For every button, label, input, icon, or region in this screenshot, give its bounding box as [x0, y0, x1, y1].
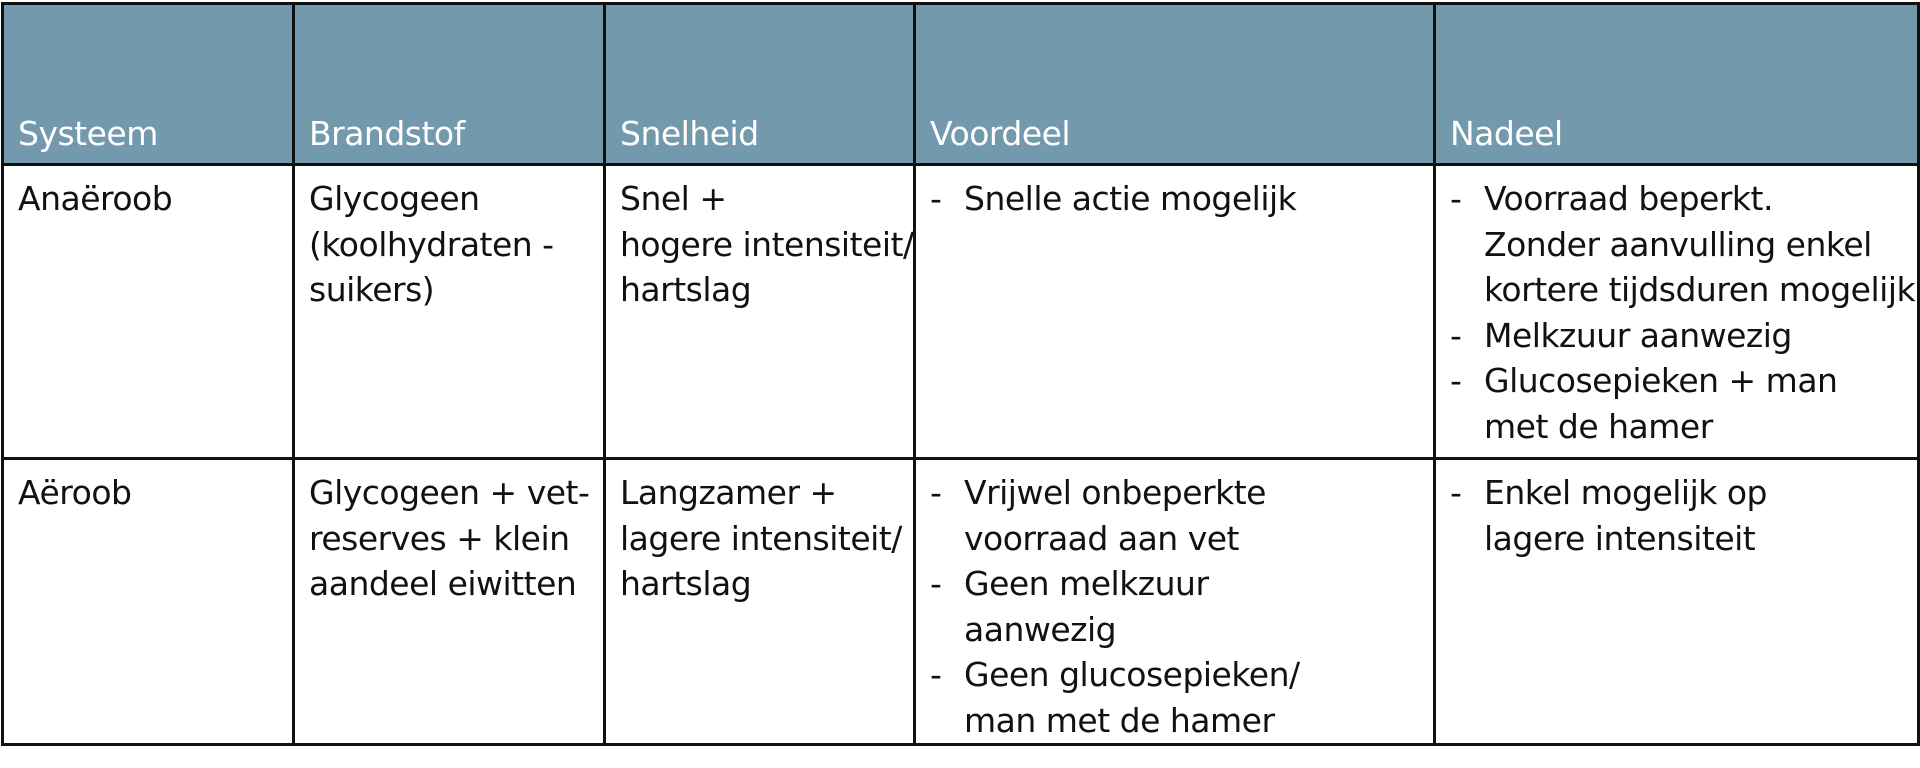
cell-voordeel [915, 165, 1435, 459]
list-item [930, 652, 1419, 743]
list-item-line: met de hamer [1484, 406, 1713, 446]
list-item-line: - Snelle actie mogelijk [964, 179, 1297, 218]
column-header-snelheid: Snelheid [605, 4, 915, 165]
list-item-line: voorraad aan vet [964, 518, 1239, 558]
energy-systems-table [1, 2, 1920, 746]
list-item-line: - Geen melkzuur [964, 564, 1209, 603]
list-item [930, 470, 1419, 561]
cell-brandstof [294, 165, 605, 459]
table-row-aeroob [3, 459, 1919, 745]
list-item-line: Zonder aanvulling enkel [1484, 224, 1872, 264]
list-item-line: - Enkel mogelijk op [1484, 473, 1767, 512]
list-item-line: - Vrijwel onbeperkte [964, 473, 1266, 512]
list-item [930, 176, 1419, 222]
cell-text-line: Snel + [620, 179, 727, 218]
nadeel-list [1450, 176, 1916, 449]
cell-text: Anaëroob [18, 179, 173, 218]
list-item-line: - Geen glucosepieken/ [964, 655, 1300, 694]
list-item-line: man met de hamer [964, 700, 1275, 740]
cell-snelheid [605, 459, 915, 745]
list-item-line: - Melkzuur aanwezig [1484, 315, 1792, 355]
cell-text-line: Glycogeen [309, 179, 480, 218]
cell-text-line: lagere intensiteit/ [620, 518, 902, 558]
list-item-line: kortere tijdsduren mogelijk [1484, 270, 1916, 309]
column-header-voordeel: Voordeel [915, 4, 1435, 165]
cell-brandstof [294, 459, 605, 745]
column-header-brandstof: Brandstof [294, 4, 605, 165]
cell-text-line: hogere intensiteit/ [620, 224, 914, 264]
column-header-systeem: Systeem [3, 4, 294, 165]
cell-text-line: hartslag [620, 270, 752, 309]
cell-voordeel [915, 459, 1435, 745]
list-item [1450, 358, 1903, 449]
cell-text-line: Langzamer + [620, 473, 837, 512]
cell-nadeel [1435, 165, 1919, 459]
cell-text-line: (koolhydraten - [309, 224, 554, 264]
voordeel-list [930, 470, 1419, 743]
cell-snelheid [605, 165, 915, 459]
list-item [930, 561, 1419, 652]
cell-text: Aëroob [18, 473, 132, 512]
cell-systeem [3, 459, 294, 745]
cell-text-line: suikers) [309, 270, 435, 309]
table-row-anaeroob [3, 165, 1919, 459]
cell-text-line: aandeel eiwitten [309, 564, 577, 603]
nadeel-list [1450, 470, 1903, 561]
column-header-nadeel: Nadeel [1435, 4, 1919, 165]
cell-text-line: reserves + klein [309, 518, 570, 558]
cell-text-line: Glycogeen + vet- [309, 473, 590, 512]
list-item [1450, 176, 1916, 313]
list-item-line: - Voorraad beperkt. [1484, 179, 1773, 218]
energy-systems-table-container [1, 2, 1917, 746]
list-item-line: lagere intensiteit [1484, 518, 1756, 558]
list-item [1450, 470, 1903, 561]
cell-text-line: hartslag [620, 564, 752, 603]
cell-systeem [3, 165, 294, 459]
list-item [1450, 313, 1903, 359]
voordeel-list [930, 176, 1419, 222]
cell-nadeel [1435, 459, 1919, 745]
list-item-line: - Glucosepieken + man [1484, 361, 1838, 400]
list-item-line: aanwezig [964, 609, 1117, 649]
table-header-row [3, 4, 1919, 165]
